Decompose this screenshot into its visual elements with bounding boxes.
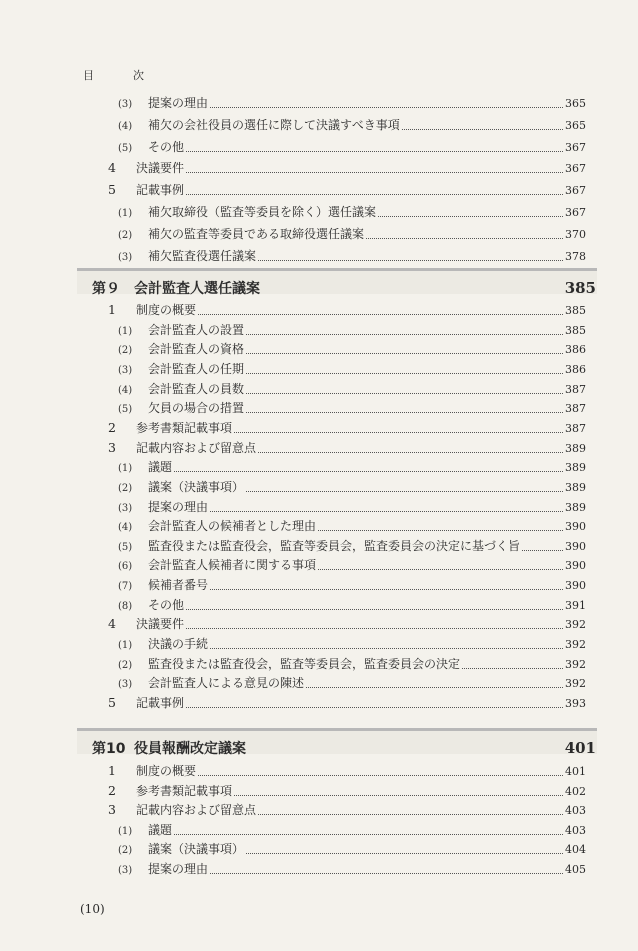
entry-number: 4: [108, 616, 116, 632]
entry-title: 議案（決議事項）: [148, 479, 245, 494]
entry-page-number: 389: [565, 441, 586, 455]
toc-entry[interactable]: [108, 782, 586, 800]
entry-title: 会計監査人の候補者とした理由: [148, 519, 317, 534]
entry-page-number: 391: [565, 598, 586, 612]
entry-page-number: 387: [565, 421, 586, 435]
section-title: 役員報酬改定議案: [134, 741, 246, 757]
entry-page-number: 389: [565, 480, 586, 494]
entry-page-number: 367: [565, 140, 586, 154]
entry-title: 制度の概要: [136, 764, 197, 778]
entry-page-number: 403: [565, 823, 586, 837]
entry-title: 議題: [148, 460, 173, 475]
dot-leader: [198, 764, 563, 776]
entry-number: (5): [118, 404, 133, 416]
entry-title: 監査役または監査役会，監査等委員会，監査委員会の決定: [148, 656, 461, 671]
toc-entry[interactable]: [108, 762, 586, 780]
entry-number: (1): [118, 325, 133, 337]
toc-entry[interactable]: [118, 247, 586, 265]
toc-entry[interactable]: [118, 537, 586, 555]
entry-title: 監査役または監査役会，監査等委員会，監査委員会の決定に基づく旨: [148, 538, 521, 553]
entry-number: 1: [108, 302, 116, 317]
toc-entry[interactable]: [118, 517, 586, 535]
entry-number: (3): [118, 679, 133, 691]
section-rule: [77, 268, 597, 271]
entry-number: 4: [108, 160, 116, 176]
toc-entry[interactable]: [118, 860, 586, 878]
toc-entry[interactable]: [108, 801, 586, 819]
entry-page-number: 389: [565, 500, 586, 514]
dot-leader: [318, 519, 563, 531]
dot-leader: [246, 842, 563, 854]
page-folio: (10): [80, 902, 105, 916]
entry-title: 記載事例: [136, 696, 185, 710]
dot-leader: [246, 342, 563, 354]
dot-leader: [210, 862, 563, 874]
dot-leader: [462, 657, 563, 669]
dot-leader: [246, 362, 563, 374]
entry-page-number: 365: [565, 97, 586, 110]
toc-entry[interactable]: [118, 360, 586, 378]
entry-number: (7): [118, 581, 133, 593]
dot-leader: [198, 303, 563, 315]
toc-entry[interactable]: [118, 556, 586, 574]
dot-leader: [186, 696, 563, 708]
toc-entry[interactable]: [108, 439, 586, 457]
entry-number: (4): [118, 522, 133, 534]
toc-entry[interactable]: [118, 478, 586, 496]
toc-entry[interactable]: [118, 321, 586, 339]
entry-number: (4): [118, 120, 133, 132]
toc-entry[interactable]: [108, 615, 586, 633]
entry-number: 5: [108, 182, 116, 198]
dot-leader: [366, 227, 563, 239]
entry-page-number: 392: [565, 618, 586, 632]
entry-number: (3): [118, 251, 133, 263]
entry-number: (3): [118, 364, 133, 376]
entry-page-number: 390: [565, 559, 586, 573]
toc-entry[interactable]: [108, 159, 586, 177]
entry-page-number: 386: [565, 362, 586, 376]
dot-leader: [258, 803, 563, 815]
entry-page-number: 392: [565, 638, 586, 652]
entry-title: 補欠取締役（監査等委員を除く）選任議案: [148, 205, 377, 219]
entry-number: (2): [118, 345, 133, 357]
entry-number: (5): [118, 142, 133, 154]
toc-entry[interactable]: [118, 399, 586, 417]
entry-number: (5): [118, 541, 133, 553]
entry-title: 参考書類記載事項: [136, 420, 233, 435]
dot-leader: [246, 401, 563, 413]
entry-page-number: 365: [565, 118, 586, 132]
toc-entry[interactable]: [118, 840, 586, 858]
entry-number: 2: [108, 419, 116, 435]
dot-leader: [522, 539, 563, 551]
entry-title: 補欠の監査等委員である取締役選任議案: [148, 226, 365, 241]
entry-title: 決議要件: [136, 617, 185, 632]
dot-leader: [258, 249, 563, 261]
entry-number: (1): [118, 463, 133, 475]
toc-entry[interactable]: [108, 694, 586, 712]
entry-title: 会計監査人の設置: [148, 322, 245, 337]
entry-title: 候補者番号: [148, 578, 209, 593]
entry-number: (2): [118, 229, 133, 241]
entry-number: (4): [118, 384, 133, 396]
section-page-number: 385: [564, 279, 596, 297]
dot-leader: [210, 637, 563, 649]
dot-leader: [234, 784, 563, 796]
entry-page-number: 389: [565, 461, 586, 475]
dot-leader: [210, 500, 563, 512]
dot-leader: [246, 480, 563, 492]
entry-page-number: 386: [565, 343, 586, 357]
entry-title: その他: [148, 597, 185, 612]
entry-number: (1): [118, 825, 133, 837]
toc-entry[interactable]: [108, 301, 586, 319]
section-number: 第10: [92, 741, 126, 757]
entry-title: 欠員の場合の措置: [148, 401, 245, 416]
dot-leader: [246, 323, 563, 335]
dot-leader: [246, 382, 563, 394]
toc-entry[interactable]: [118, 674, 586, 692]
entry-page-number: 404: [565, 843, 586, 856]
toc-entry[interactable]: [118, 138, 586, 156]
section-number: 第９: [92, 281, 120, 297]
entry-number: (2): [118, 845, 133, 856]
toc-entry[interactable]: [118, 576, 586, 594]
entry-page-number: 390: [565, 539, 586, 553]
entry-number: (3): [118, 502, 133, 514]
dot-leader: [174, 460, 563, 472]
dot-leader: [186, 140, 563, 152]
toc-entry[interactable]: [118, 225, 586, 243]
entry-title: その他: [148, 139, 185, 154]
entry-page-number: 387: [565, 382, 586, 396]
entry-number: (3): [118, 99, 133, 110]
dot-leader: [186, 617, 563, 629]
entry-page-number: 385: [565, 323, 586, 337]
section-10-heading[interactable]: [92, 738, 596, 758]
section-page-number: 401: [564, 739, 596, 757]
dot-leader: [318, 558, 563, 570]
entry-number: 2: [108, 782, 116, 798]
entry-title: 提案の理由: [148, 861, 209, 876]
toc-entry[interactable]: [118, 498, 586, 516]
entry-page-number: 370: [565, 227, 586, 241]
section-title: 会計監査人選任議案: [134, 281, 260, 297]
entry-number: (1): [118, 208, 133, 219]
toc-entry[interactable]: [118, 821, 586, 839]
entry-number: (2): [118, 659, 133, 671]
entry-page-number: 367: [565, 184, 586, 198]
dot-leader: [306, 676, 563, 688]
entry-page-number: 393: [565, 697, 586, 710]
entry-page-number: 403: [565, 804, 586, 817]
dot-leader: [210, 96, 563, 108]
entry-number: 5: [108, 695, 116, 710]
toc-entry[interactable]: [118, 635, 586, 653]
entry-page-number: 385: [565, 304, 586, 317]
entry-page-number: 367: [565, 162, 586, 176]
dot-leader: [186, 598, 563, 610]
dot-leader: [378, 205, 563, 217]
entry-page-number: 401: [565, 765, 586, 778]
entry-page-number: 367: [565, 206, 586, 219]
entry-number: (2): [118, 482, 133, 494]
entry-title: 補欠の会社役員の選任に際して決議すべき事項: [148, 117, 400, 132]
toc-entry[interactable]: [108, 419, 586, 437]
entry-title: 会計監査人の員数: [148, 381, 245, 396]
entry-number: (8): [118, 600, 133, 612]
entry-title: 記載内容および留意点: [136, 803, 257, 817]
entry-title: 決議要件: [136, 161, 185, 176]
entry-title: 議案（決議事項）: [148, 842, 245, 856]
dot-leader: [258, 441, 563, 453]
toc-entry[interactable]: [118, 655, 586, 673]
entry-title: 会計監査人の任期: [148, 361, 245, 376]
entry-page-number: 387: [565, 402, 586, 416]
entry-page-number: 392: [565, 657, 586, 671]
entry-title: 参考書類記載事項: [136, 783, 233, 798]
dot-leader: [186, 161, 563, 173]
entry-number: (1): [118, 640, 133, 652]
entry-title: 補欠監査役選任議案: [148, 248, 257, 263]
dot-leader: [402, 118, 563, 130]
toc-entry[interactable]: [118, 458, 586, 476]
dot-leader: [234, 421, 563, 433]
entry-page-number: 392: [565, 677, 586, 691]
toc-entry[interactable]: [118, 340, 586, 358]
entry-number: 3: [108, 802, 116, 817]
entry-title: 会計監査人による意見の陳述: [148, 676, 305, 691]
toc-entry[interactable]: [118, 203, 586, 221]
dot-leader: [186, 183, 563, 195]
toc-entry[interactable]: [118, 596, 586, 614]
entry-title: 決議の手続: [148, 637, 209, 652]
page-label: 目 次: [83, 69, 158, 82]
dot-leader: [174, 823, 563, 835]
entry-number: (3): [118, 864, 133, 876]
entry-page-number: 390: [565, 579, 586, 593]
entry-number: 1: [108, 763, 116, 778]
entry-page-number: 402: [565, 784, 586, 798]
entry-number: (6): [118, 561, 133, 573]
dot-leader: [210, 578, 563, 590]
entry-title: 会計監査人の資格: [148, 342, 245, 357]
entry-title: 制度の概要: [136, 303, 197, 317]
entry-title: 記載内容および留意点: [136, 440, 257, 455]
entry-page-number: 378: [565, 249, 586, 263]
entry-number: 3: [108, 439, 116, 455]
entry-title: 提案の理由: [148, 96, 209, 110]
entry-title: 記載事例: [136, 183, 185, 198]
entry-page-number: 390: [565, 520, 586, 534]
toc-entry[interactable]: [118, 380, 586, 398]
section-rule: [77, 728, 597, 731]
entry-title: 会計監査人候補者に関する事項: [148, 558, 317, 573]
toc-entry[interactable]: [108, 181, 586, 199]
entry-title: 議題: [148, 822, 173, 837]
section-9-heading[interactable]: [92, 278, 596, 298]
toc-entry[interactable]: [118, 116, 586, 134]
entry-title: 提案の理由: [148, 499, 209, 514]
toc-entry[interactable]: [118, 94, 586, 112]
entry-page-number: 405: [565, 862, 586, 876]
